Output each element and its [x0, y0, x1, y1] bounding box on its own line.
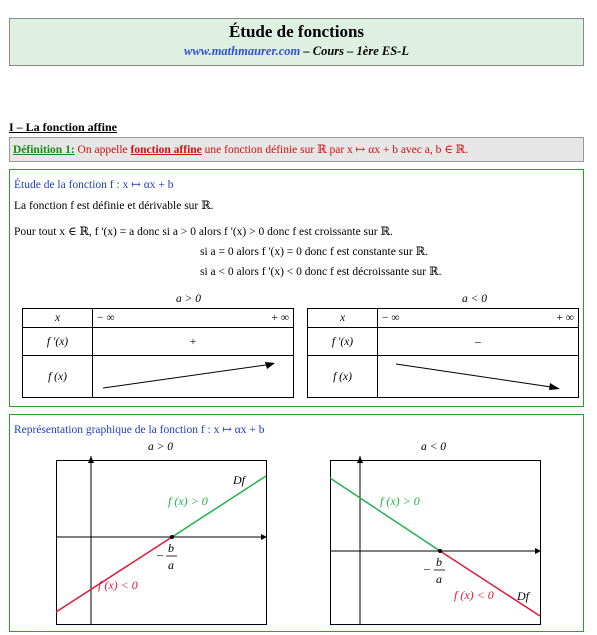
- table-row-function: f (x): [23, 356, 93, 398]
- root-denominator: a: [436, 572, 442, 586]
- study-heading: Étude de la fonction f : x ↦ αx + b: [14, 179, 174, 191]
- plus-infinity: + ∞: [556, 312, 574, 324]
- definition-keyword: fonction affine: [130, 144, 202, 156]
- positive-label: f (x) > 0: [380, 494, 420, 508]
- variation-table-right: [307, 308, 579, 398]
- variation-cell: [378, 356, 579, 398]
- minus-infinity: − ∞: [97, 312, 115, 324]
- page-title: Étude de fonctions: [228, 22, 365, 41]
- table-right-caption: a < 0: [462, 293, 488, 305]
- definition-label: Définition 1:: [13, 144, 75, 156]
- curve-label: Df: [233, 473, 245, 487]
- line-negative-part: [440, 551, 540, 616]
- page-subtitle: [10, 44, 583, 59]
- negative-label: f (x) < 0: [98, 578, 138, 592]
- negative-label: f (x) < 0: [454, 588, 494, 602]
- table-left-caption: a > 0: [176, 293, 202, 305]
- y-axis-arrow-icon: [357, 456, 363, 463]
- definition-box: [9, 137, 584, 162]
- root-numerator: b: [436, 555, 442, 569]
- variation-table-left: [22, 308, 294, 398]
- root-numerator: b: [168, 541, 174, 555]
- study-line-4: si a < 0 alors f '(x) < 0 donc f est décroissante sur ℝ.: [200, 266, 442, 278]
- graph-right-frame: [331, 461, 541, 625]
- curve-label: Df: [517, 589, 529, 603]
- decreasing-arrow: [378, 356, 578, 394]
- section-title: I – La fonction affine: [9, 120, 117, 134]
- table-row-derivative: f '(x): [308, 328, 378, 356]
- graph-right: [330, 456, 542, 626]
- variation-cell: [93, 356, 294, 398]
- subtitle-text: – Cours – 1ère ES-L: [300, 44, 409, 58]
- study-line-2: Pour tout x ∈ ℝ, f '(x) = a donc si a > 0 alors f '(x) > 0 donc f est croissante sur ℝ.: [14, 226, 393, 238]
- table-row-derivative: f '(x): [23, 328, 93, 356]
- plus-infinity: + ∞: [271, 312, 289, 324]
- y-axis-arrow-icon: [88, 456, 94, 463]
- increasing-arrow: [93, 356, 293, 394]
- definition-text-before: On appelle: [74, 144, 131, 156]
- graph-right-caption: a < 0: [421, 441, 447, 453]
- derivative-sign: –: [378, 328, 579, 356]
- page-header: [9, 18, 584, 66]
- study-line-3: si a = 0 alors f '(x) = 0 donc f est constante sur ℝ.: [200, 246, 429, 258]
- site-link[interactable]: www.mathmaurer.com: [184, 44, 301, 58]
- graph-heading: Représentation graphique de la fonction f : x ↦ αx + b: [14, 424, 265, 436]
- root-point: [438, 549, 442, 553]
- positive-label: f (x) > 0: [168, 494, 208, 508]
- root-minus: –: [157, 547, 163, 561]
- table-header-range: [93, 309, 294, 328]
- table-header-x: x: [308, 309, 378, 328]
- table-row-function: f (x): [308, 356, 378, 398]
- study-line-1: La fonction f est définie et dérivable sur ℝ.: [14, 200, 214, 212]
- graph-left-caption: a > 0: [148, 441, 174, 453]
- minus-infinity: − ∞: [382, 312, 400, 324]
- graph-left: [56, 456, 268, 626]
- line-positive-part: [330, 478, 440, 551]
- root-minus: –: [424, 561, 430, 575]
- definition-text-after: une fonction définie sur ℝ par x ↦ αx + b avec a, b ∈ ℝ.: [201, 144, 469, 156]
- line-negative-part: [56, 537, 172, 612]
- table-header-x: x: [23, 309, 93, 328]
- root-denominator: a: [168, 558, 174, 572]
- derivative-sign: +: [93, 328, 294, 356]
- root-point: [170, 535, 174, 539]
- table-header-range: [378, 309, 579, 328]
